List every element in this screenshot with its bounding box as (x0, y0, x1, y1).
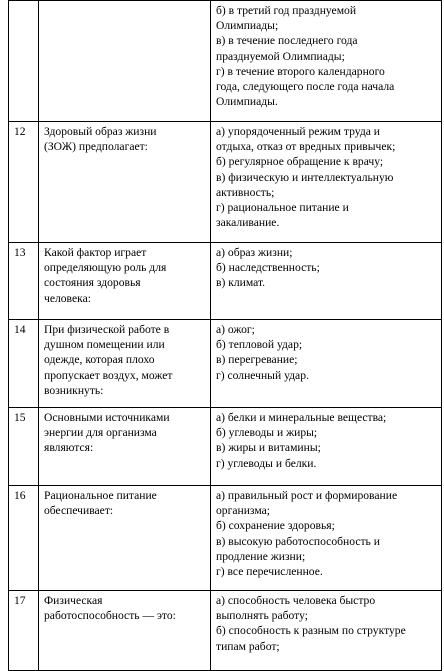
answer-line: отдыха, отказ от вредных привычек; (216, 140, 396, 154)
answer-line: года, следующего после года начала (216, 80, 395, 94)
question-line: являются: (44, 441, 94, 455)
question-line: Какой фактор играет (44, 246, 147, 259)
answer-line: г) углеводы и белки. (216, 456, 317, 470)
question-cell (39, 591, 211, 671)
answer-line: а) образ жизни; (216, 246, 293, 259)
question-line: пропускает воздух, может (44, 368, 173, 382)
question-cell (39, 243, 211, 320)
answers-cell (211, 243, 442, 320)
question-line: Здоровый образ жизни (44, 125, 157, 138)
question-line: (ЗОЖ) предполагает: (44, 140, 148, 154)
answer-line: г) солнечный удар. (216, 368, 309, 382)
table-row (9, 486, 442, 591)
question-number-cell (9, 591, 39, 671)
question-number: 17 (14, 594, 26, 607)
answers-cell (211, 122, 442, 243)
question-cell (39, 320, 211, 408)
question-number-cell (9, 408, 39, 486)
question-line: человека: (44, 291, 91, 305)
answer-line: в) высокую работоспособность и (216, 534, 380, 548)
question-line: Основными источниками (44, 411, 170, 424)
question-number: 14 (14, 323, 26, 336)
answers-cell (211, 486, 442, 591)
answer-line: б) наследственность; (216, 261, 320, 275)
answer-line: выполнять работу; (216, 609, 308, 623)
question-cell (39, 486, 211, 591)
table-row (9, 1, 442, 122)
answer-line: г) рациональное питание и (216, 201, 349, 215)
question-number: 16 (14, 489, 26, 502)
question-number: 15 (14, 411, 26, 424)
question-line: обеспечивает: (44, 504, 114, 518)
answer-line: празднуемой Олимпиады; (216, 49, 345, 63)
question-cell (39, 408, 211, 486)
question-line: При физической работе в (44, 323, 170, 336)
answer-line: б) углеводы и жиры; (216, 426, 318, 440)
answer-line: в) климат. (216, 276, 266, 290)
answer-line: б) сохранение здоровья; (216, 519, 335, 533)
table-row (9, 408, 442, 486)
question-line: душном помещении или (44, 338, 165, 352)
question-number-cell (9, 1, 39, 122)
answers-cell (211, 1, 442, 122)
question-cell (39, 122, 211, 243)
answer-line: б) в третий год празднуемой (216, 4, 357, 17)
table-row (9, 591, 442, 671)
question-line: энергии для организма (44, 426, 157, 440)
question-line: Рациональное питание (44, 489, 157, 502)
answer-line: г) все перечисленное. (216, 565, 323, 579)
answer-line: г) в течение второго календарного (216, 64, 385, 78)
answers-cell (211, 591, 442, 671)
table-row (9, 243, 442, 320)
question-line: Физическая (44, 594, 103, 607)
answer-line: б) способность к разным по структуре (216, 624, 406, 638)
answer-line: продление жизни; (216, 549, 306, 563)
question-cell (39, 1, 211, 122)
answer-line: в) в течение последнего года (216, 34, 358, 48)
answers-cell (211, 320, 442, 408)
answer-line: а) белки и минеральные вещества; (216, 411, 387, 424)
answer-line: активность; (216, 185, 275, 199)
answer-line: Олимпиады. (216, 95, 278, 109)
answer-line: а) способность человека быстро (216, 594, 376, 607)
question-number: 12 (14, 125, 26, 138)
answer-line: а) правильный рост и формирование (216, 489, 398, 502)
answer-line: б) регулярное обращение к врачу; (216, 155, 384, 169)
test-questions-table (8, 0, 442, 671)
question-line: определяющую роль для (44, 261, 167, 275)
question-number-cell (9, 320, 39, 408)
table-row (9, 122, 442, 243)
question-number-cell (9, 122, 39, 243)
answer-line: в) физическую и интеллектуальную (216, 170, 394, 184)
question-line: возникнуть: (44, 383, 104, 397)
answers-cell (211, 408, 442, 486)
table-row (9, 320, 442, 408)
answer-line: а) упорядоченный режим труда и (216, 125, 380, 138)
answer-line: а) ожог; (216, 323, 255, 336)
answer-line: б) тепловой удар; (216, 338, 303, 352)
question-line: одежде, которая плохо (44, 353, 155, 367)
answer-line: в) жиры и витамины; (216, 441, 321, 455)
answer-line: организма; (216, 504, 270, 518)
answer-line: закаливание. (216, 216, 280, 230)
answer-line: типам работ; (216, 639, 280, 653)
question-number: 13 (14, 246, 26, 259)
question-line: состояния здоровья (44, 276, 141, 290)
answer-line: в) перегревание; (216, 353, 298, 367)
question-line: работоспособность — это: (44, 609, 176, 623)
answer-line: Олимпиады; (216, 19, 279, 33)
question-number-cell (9, 243, 39, 320)
question-number-cell (9, 486, 39, 591)
